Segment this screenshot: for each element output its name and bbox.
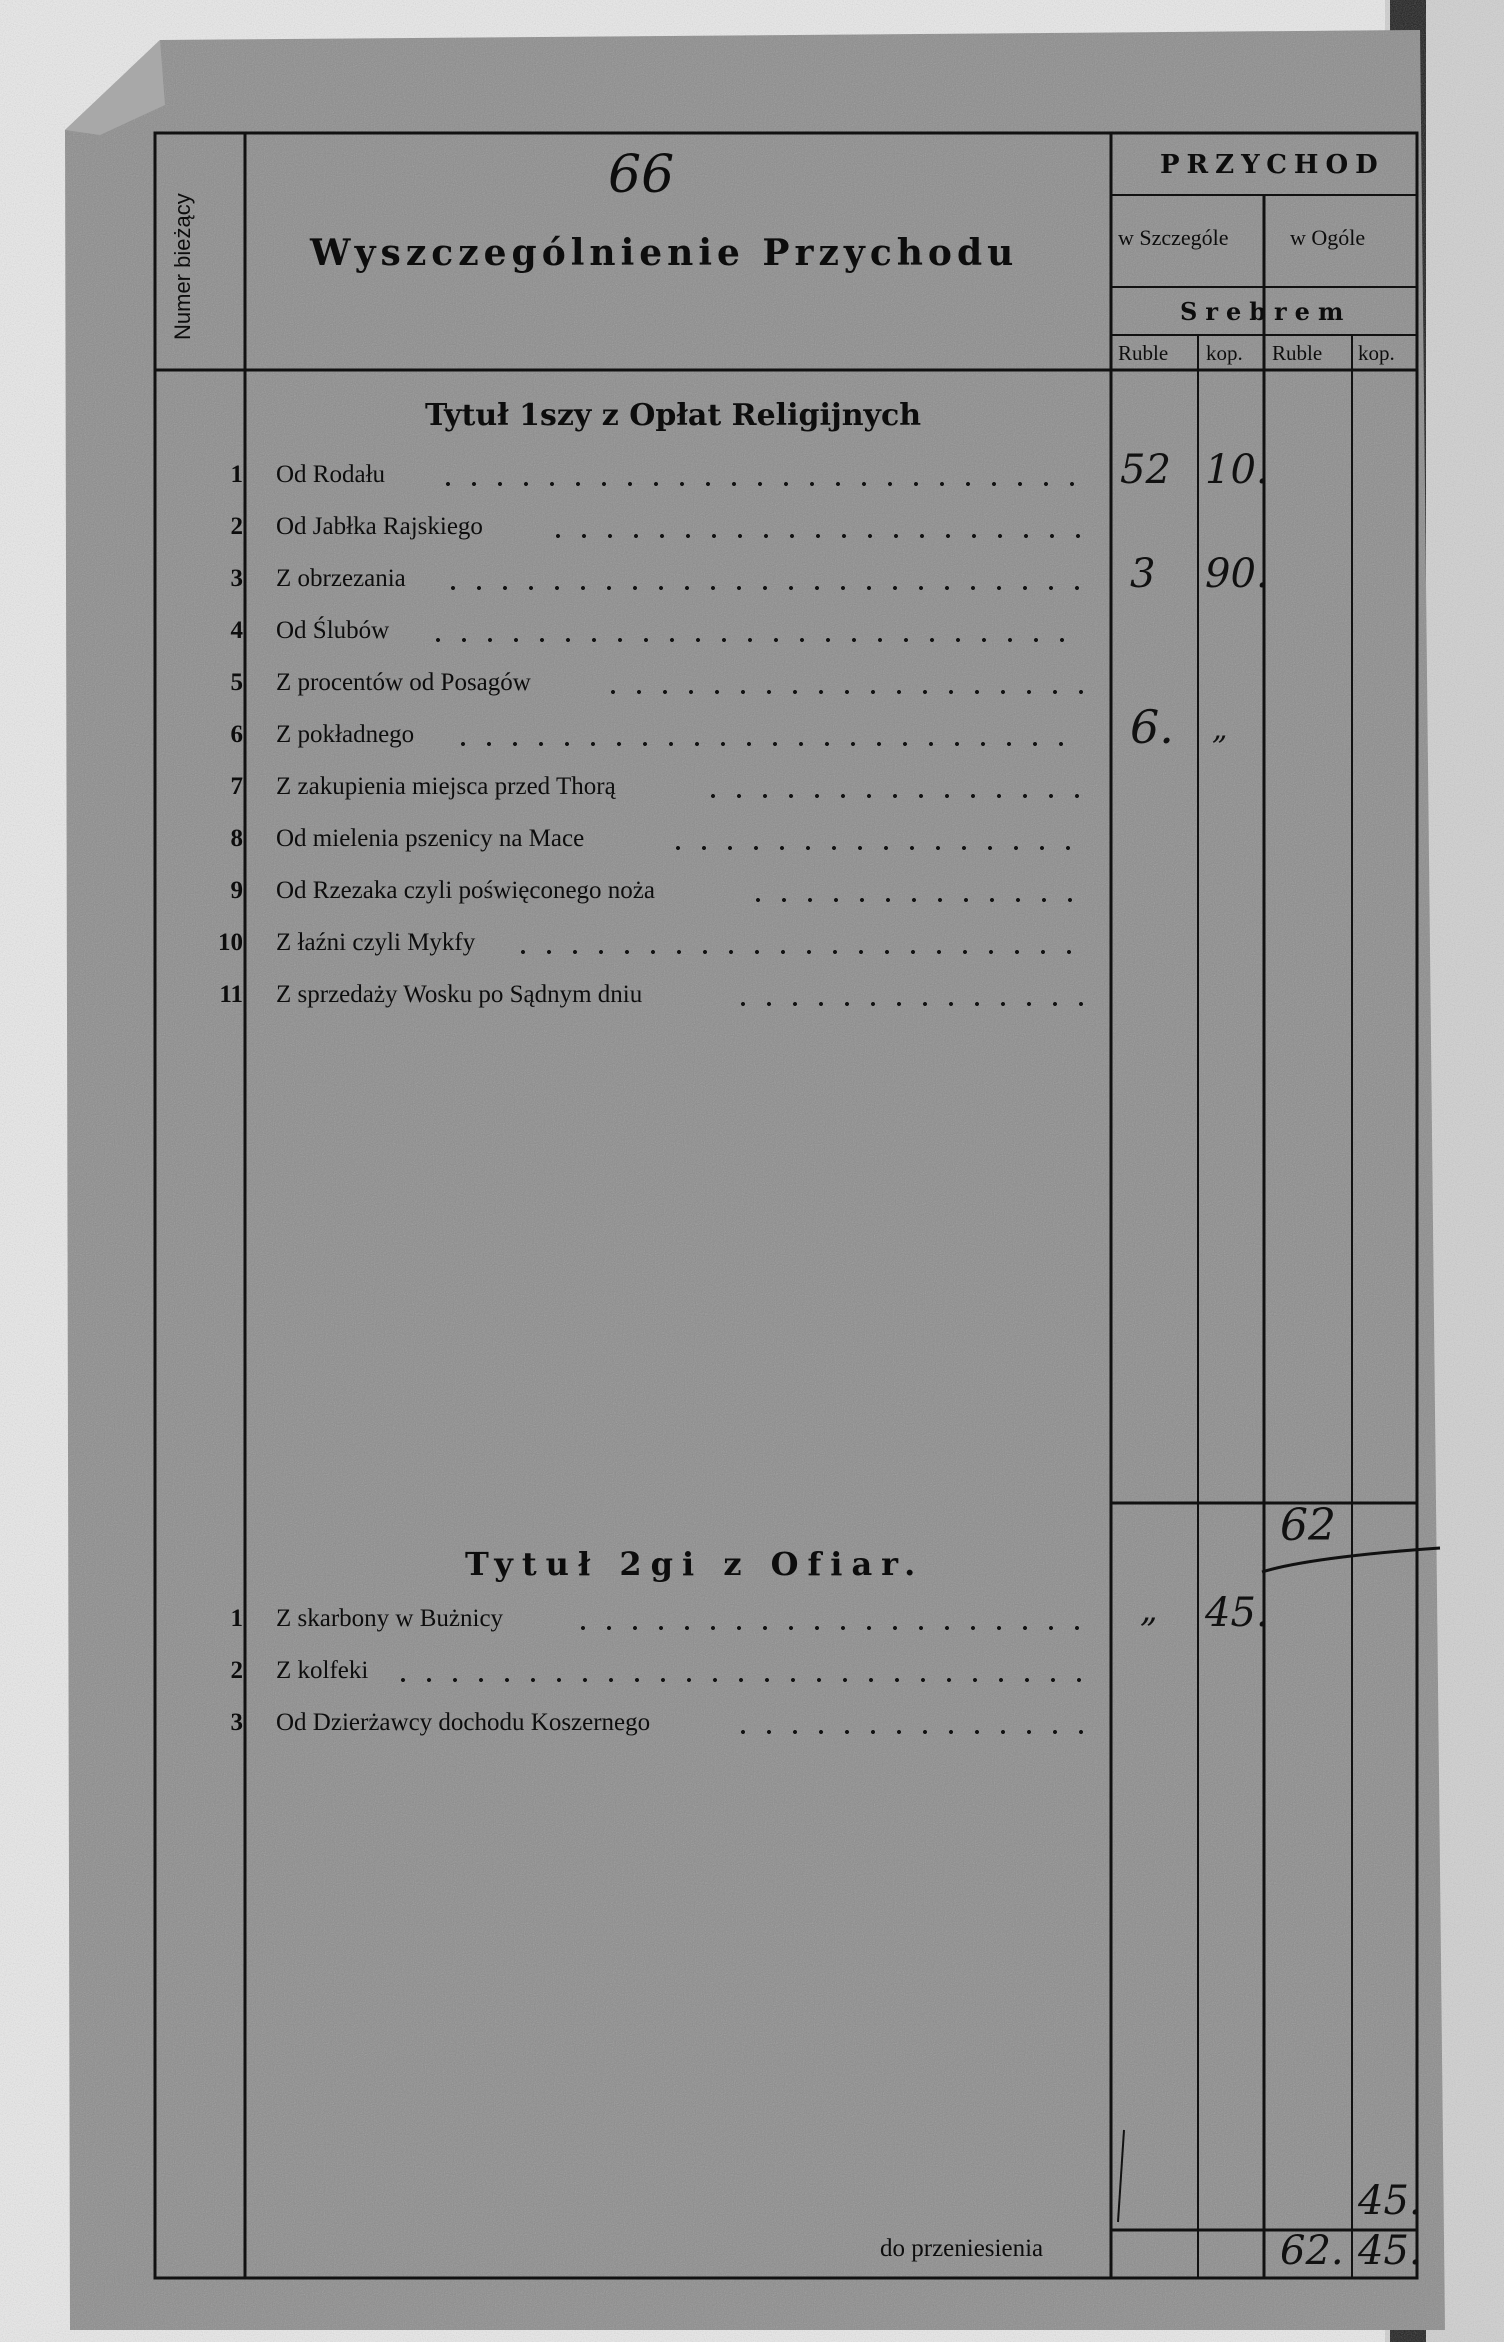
row-number: 10 (218, 929, 243, 956)
row-number: 1 (230, 461, 243, 488)
leader-dots (745, 898, 1085, 902)
kopecks-header-1: kop. (1206, 341, 1243, 365)
total-header: w Ogóle (1290, 225, 1366, 250)
section1-title: Tytuł 1szy z Opłat Religijnych (425, 398, 922, 433)
rubles-header-2: Ruble (1272, 341, 1323, 365)
row-number: 4 (230, 617, 243, 644)
row-label: Z zakupienia miejsca przed Thorą (276, 773, 616, 800)
row-rubles: 3 (1130, 551, 1156, 597)
leader-dots (450, 742, 1085, 746)
row-number: 3 (230, 565, 243, 592)
row-number: 11 (219, 981, 243, 1008)
row-kopecks: 10. (1205, 447, 1269, 493)
leader-dots (425, 638, 1085, 642)
currency-header: Srebrem (1180, 297, 1352, 326)
leader-dots (570, 1626, 1085, 1630)
row-label: Od Ślubów (276, 617, 390, 644)
carry-forward-label: do przeniesienia (880, 2235, 1044, 2262)
row-number: 5 (230, 669, 243, 696)
row-label: Z łaźni czyli Mykfy (276, 929, 476, 956)
row-rubles: 52 (1120, 447, 1171, 493)
leader-dots (390, 1678, 1085, 1682)
detail-header: w Szczególe (1118, 225, 1229, 250)
column-number-header: Numer bieżący (170, 193, 195, 340)
leader-dots (730, 1730, 1085, 1734)
row-number: 8 (230, 825, 243, 852)
row-number: 7 (230, 773, 243, 800)
row-kopecks: „ (1212, 712, 1228, 747)
row-label: Od mielenia pszenicy na Mace (276, 825, 585, 852)
row-label: Z kolfeki (276, 1657, 369, 1684)
row-number: 1 (230, 1605, 243, 1632)
income-header: PRZYCHOD (1160, 150, 1385, 180)
leader-dots (730, 1002, 1085, 1006)
row-number: 3 (230, 1709, 243, 1736)
row-number: 9 (230, 877, 243, 904)
rubles-header-1: Ruble (1118, 341, 1169, 365)
row-label: Z obrzezania (276, 565, 406, 592)
row-kopecks: 45. (1205, 1590, 1269, 1636)
row-number: 2 (230, 513, 243, 540)
carry-forward-kopecks: 45. (1358, 2228, 1422, 2274)
page-number: 66 (608, 145, 675, 205)
row-number: 2 (230, 1657, 243, 1684)
row-label: Od Jabłka Rajskiego (276, 513, 483, 540)
leader-dots (600, 690, 1085, 694)
row-rubles: „ (1140, 1590, 1158, 1630)
carry-forward-rubles: 62. (1280, 2228, 1344, 2274)
row-label: Z sprzedaży Wosku po Sądnym dniu (276, 981, 643, 1008)
leader-dots (435, 482, 1085, 486)
leader-dots (700, 794, 1085, 798)
row-label: Z procentów od Posagów (276, 669, 531, 696)
column-title: Wyszczególnienie Przychodu (310, 232, 1019, 274)
section2-title: Tytuł 2gi z Ofiar. (465, 1545, 925, 1583)
leader-dots (440, 586, 1085, 590)
row-number: 6 (230, 721, 243, 748)
section1-total: 62 (1280, 1500, 1336, 1551)
leader-dots (665, 846, 1085, 850)
row-label: Od Dzierżawcy dochodu Koszernego (276, 1709, 651, 1736)
row-label: Od Rzezaka czyli poświęconego noża (276, 877, 656, 904)
leader-dots (510, 950, 1085, 954)
row-label: Od Rodału (276, 461, 386, 488)
section2-total: 45. (1358, 2178, 1422, 2224)
row-rubles: 6. (1130, 700, 1174, 754)
row-kopecks: 90. (1205, 551, 1269, 597)
leader-dots (545, 534, 1085, 538)
row-label: Z pokładnego (276, 721, 415, 748)
row-label: Z skarbony w Bużnicy (276, 1605, 504, 1632)
kopecks-header-2: kop. (1358, 341, 1395, 365)
